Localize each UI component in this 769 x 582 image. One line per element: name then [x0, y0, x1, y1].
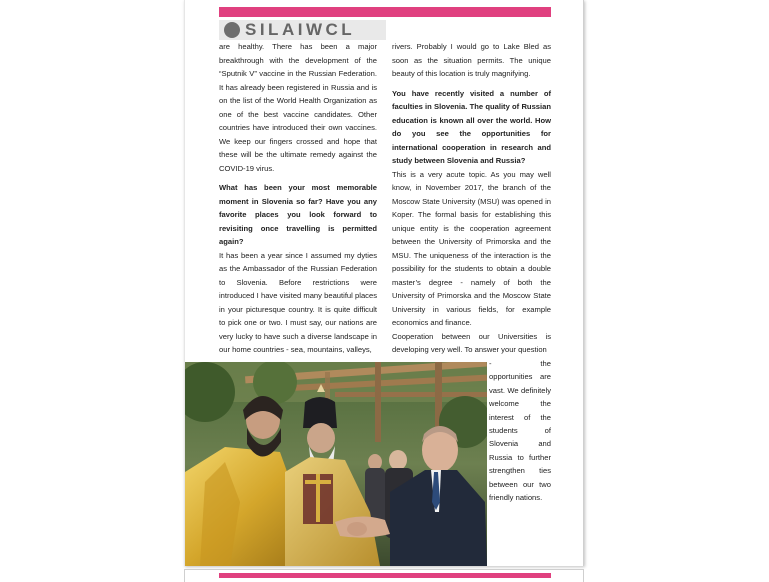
text-line: students of — [489, 426, 551, 436]
paragraph: Cooperation between our Universities is developing very well. To answer your question — [392, 331, 551, 354]
paragraph: rivers. Probably I would go to Lake Bled as soon as the situation permits. The unique beauty of this location is truly magnifying. — [392, 42, 551, 78]
right-column — [392, 40, 551, 357]
text-line: friendly nations. — [489, 493, 543, 503]
text-line: Russia to further — [489, 452, 551, 462]
interview-question: What has been your most memorable moment in Slovenia so far? Have you any favorite places you look forward to revisiting once travelling is permitted again? — [219, 183, 377, 246]
text-line: opportunities are — [489, 372, 551, 382]
text-line: welcome the — [489, 399, 551, 409]
logo-text: SILAIWCL — [245, 20, 356, 39]
ceremony-photo — [185, 362, 487, 566]
paragraph: are healthy. There has been a major breakthrough with the development of the “Sputnik V” vaccine in the Russian Federation. It has already been registered in Russia and is on the list of the World Health Organization as one of the best vaccine candidates. Other countries have introduced their own vaccines. We keep our fingers crossed and hope that these will be the ultimate remedy against the COVID-19 virus. — [219, 42, 377, 173]
wrapped-text-beside-photo — [489, 357, 551, 504]
paragraph: It has been a year since I assumed my dyties as the Ambassador of the Russian Federation to Slovenia. Before restrictions were introduced I have visited many beautiful places in your picturesque country. It is quite difficult to pick one or two. I must say, our nations are very lucky to have such a diverse landscape in our home countries - sea, mountains, valleys, — [219, 250, 377, 354]
text-line: - the — [489, 359, 551, 368]
magazine-page — [184, 0, 584, 566]
text-line: strengthen ties — [489, 466, 551, 476]
magazine-logo — [219, 20, 386, 40]
header-accent-bar — [219, 7, 551, 17]
text-line: interest of the — [489, 412, 551, 422]
paragraph: This is a very acute topic. As you may well know, in November 2017, the branch of the Moscow State University (MSU) was opened in Koper. The formal basis for establishing this unique entity is the cooperation agreement between the University of Primorska and the MSU. The uniqueness of the interaction is the possibility for the students to obtain a double master’s degree - namely of both the University of Primorska and the Moscow State University in various fields, for example economics and finance. — [392, 169, 551, 327]
text-line: vast. We definitely — [489, 385, 551, 395]
interview-question: You have recently visited a number of faculties in Slovenia. The quality of Russian education is known all over the world. How do you see the opportunities for international cooperation in research and study between Slovenia and Russia? — [392, 88, 551, 165]
text-line: Slovenia and — [489, 439, 551, 449]
logo-circle-icon — [224, 22, 240, 38]
left-column — [219, 40, 377, 357]
text-line: between our two — [489, 479, 551, 489]
